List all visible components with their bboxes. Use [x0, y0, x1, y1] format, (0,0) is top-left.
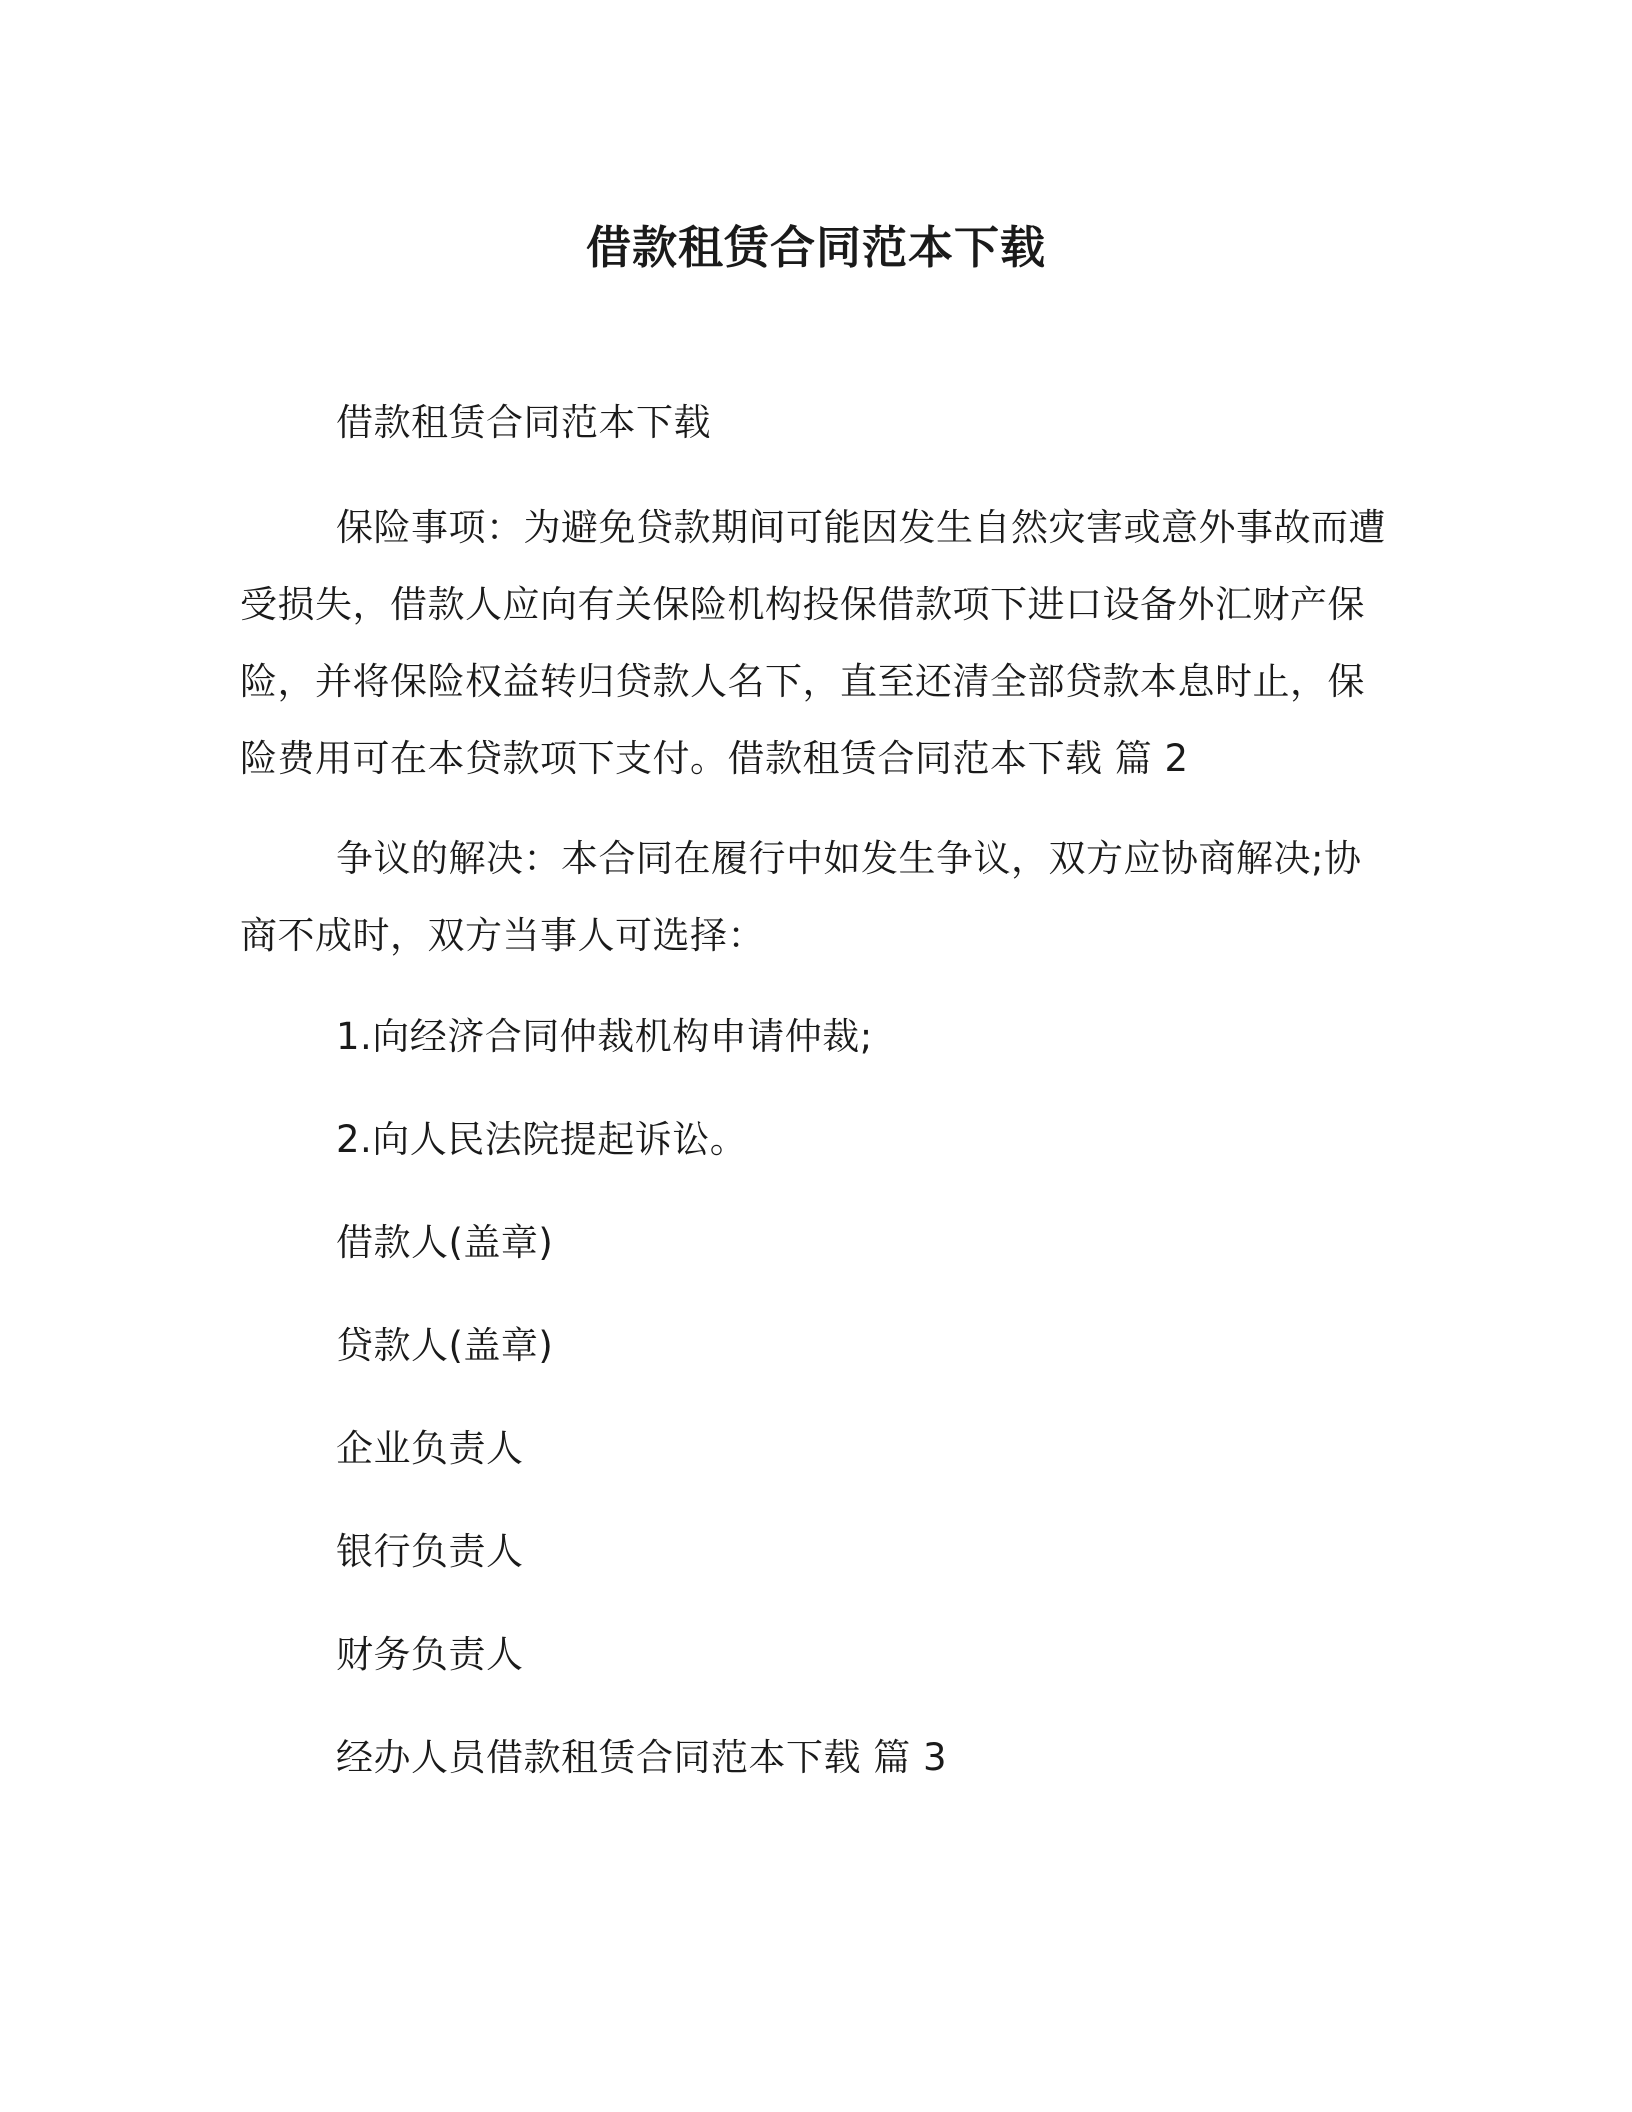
finance-head-line: 财务负责人 — [336, 1633, 524, 1676]
option-arbitration: 1.向经济合同仲裁机构申请仲裁; — [336, 1015, 873, 1058]
enterprise-head-line: 企业负责人 — [336, 1427, 524, 1470]
bank-head-line: 银行负责人 — [336, 1530, 524, 1573]
borrower-seal-line: 借款人(盖章) — [336, 1221, 554, 1264]
option-litigation: 2.向人民法院提起诉讼。 — [336, 1118, 748, 1161]
insurance-paragraph: 保险事项：为避免贷款期间可能因发生自然灾害或意外事故而遭受损失，借款人应向有关保险机构投保借款项下进口设备外汇财产保险，并将保险权益转归贷款人名下，直至还清全部贷款本息时止，保险费用可在本贷款项下支付。借款租赁合同范本下载 篇 2 — [240, 506, 1386, 780]
lender-seal-line: 贷款人(盖章) — [336, 1324, 554, 1367]
handler-line: 经办人员借款租赁合同范本下载 篇 3 — [336, 1736, 948, 1779]
document-subtitle: 借款租赁合同范本下载 — [336, 401, 711, 444]
dispute-paragraph: 争议的解决：本合同在履行中如发生争议，双方应协商解决;协商不成时，双方当事人可选择： — [240, 837, 1362, 957]
document-title: 借款租赁合同范本下载 — [585, 221, 1046, 274]
